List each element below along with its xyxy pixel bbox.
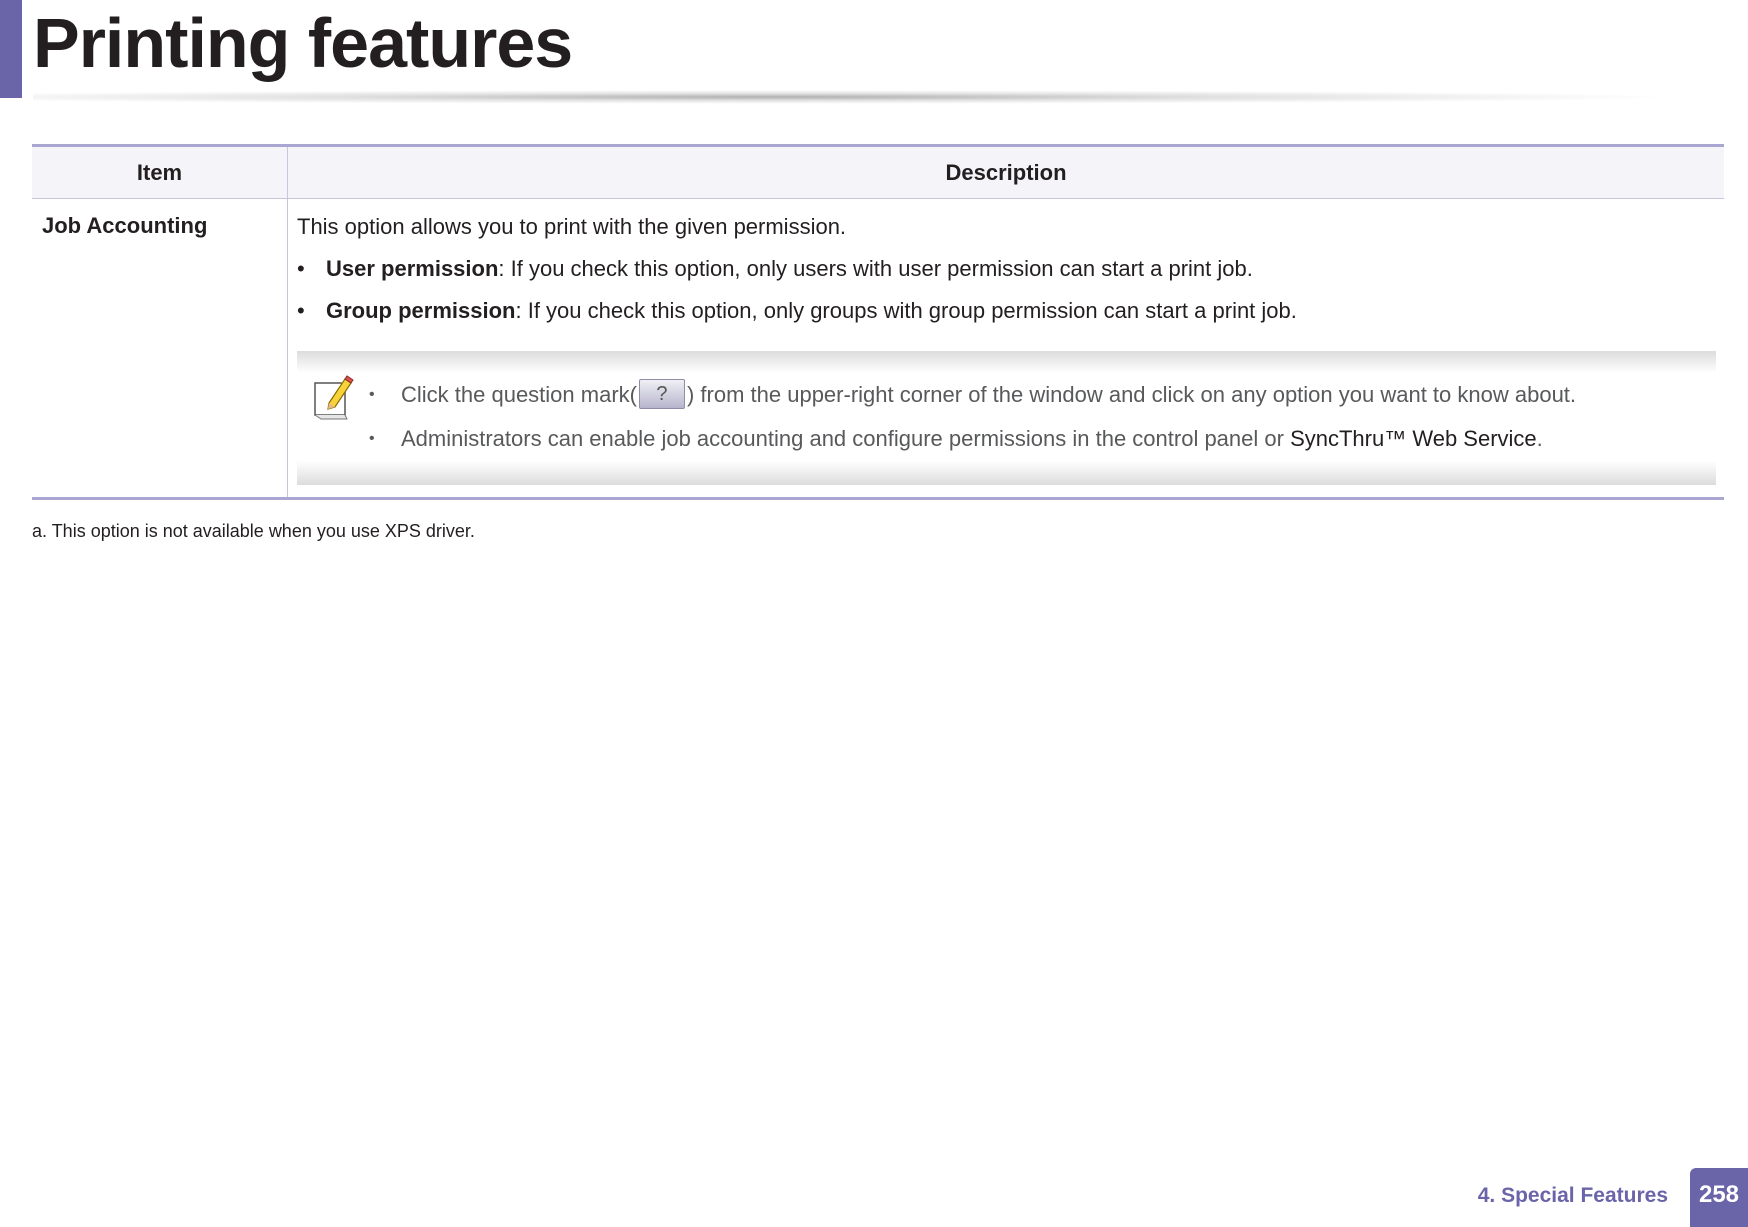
option-term: User permission (326, 256, 499, 281)
note-list (369, 381, 1576, 469)
bullet-icon: • (369, 430, 375, 448)
footnote: a. This option is not available when you use XPS driver. (32, 521, 475, 541)
syncthru-link[interactable]: SyncThru™ Web Service (1290, 426, 1537, 452)
option-text: : If you check this option, only groups with group permission can start a print job. (515, 298, 1297, 323)
note-text: Administrators can enable job accounting and configure permissions in the control panel or (401, 426, 1291, 452)
list-item (297, 297, 1716, 325)
features-table (32, 144, 1724, 500)
note-box (297, 351, 1716, 485)
page-number-badge: 258 (1690, 1168, 1748, 1227)
footer-section-link[interactable]: 4. Special Features (1477, 1184, 1668, 1207)
column-header-item: Item (32, 146, 288, 199)
note-item (369, 425, 1576, 453)
option-text: : If you check this option, only users with user permission can start a print job. (498, 256, 1253, 281)
page-title: Printing features (33, 4, 573, 82)
list-item (297, 255, 1716, 283)
title-accent-bar (0, 0, 22, 98)
table-header-row (32, 146, 1724, 199)
table-row (32, 199, 1724, 499)
title-divider (33, 90, 1683, 104)
description-cell (288, 199, 1725, 499)
column-header-description: Description (288, 146, 1725, 199)
help-question-button[interactable]: ? (639, 379, 685, 409)
note-pencil-icon (311, 375, 357, 421)
bullet-icon: • (297, 298, 305, 323)
permission-list (297, 255, 1716, 325)
bullet-icon: • (297, 256, 305, 281)
note-text: ) from the upper-right corner of the window and click on any option you want to know about. (686, 382, 1577, 407)
bullet-icon: • (369, 386, 375, 403)
option-term: Group permission (326, 298, 516, 323)
item-cell: Job Accounting (32, 199, 288, 499)
note-item (369, 381, 1576, 409)
note-text: . (1536, 426, 1543, 452)
description-intro: This option allows you to print with the given permission. (297, 214, 847, 239)
note-text: Click the question mark( (401, 382, 637, 407)
